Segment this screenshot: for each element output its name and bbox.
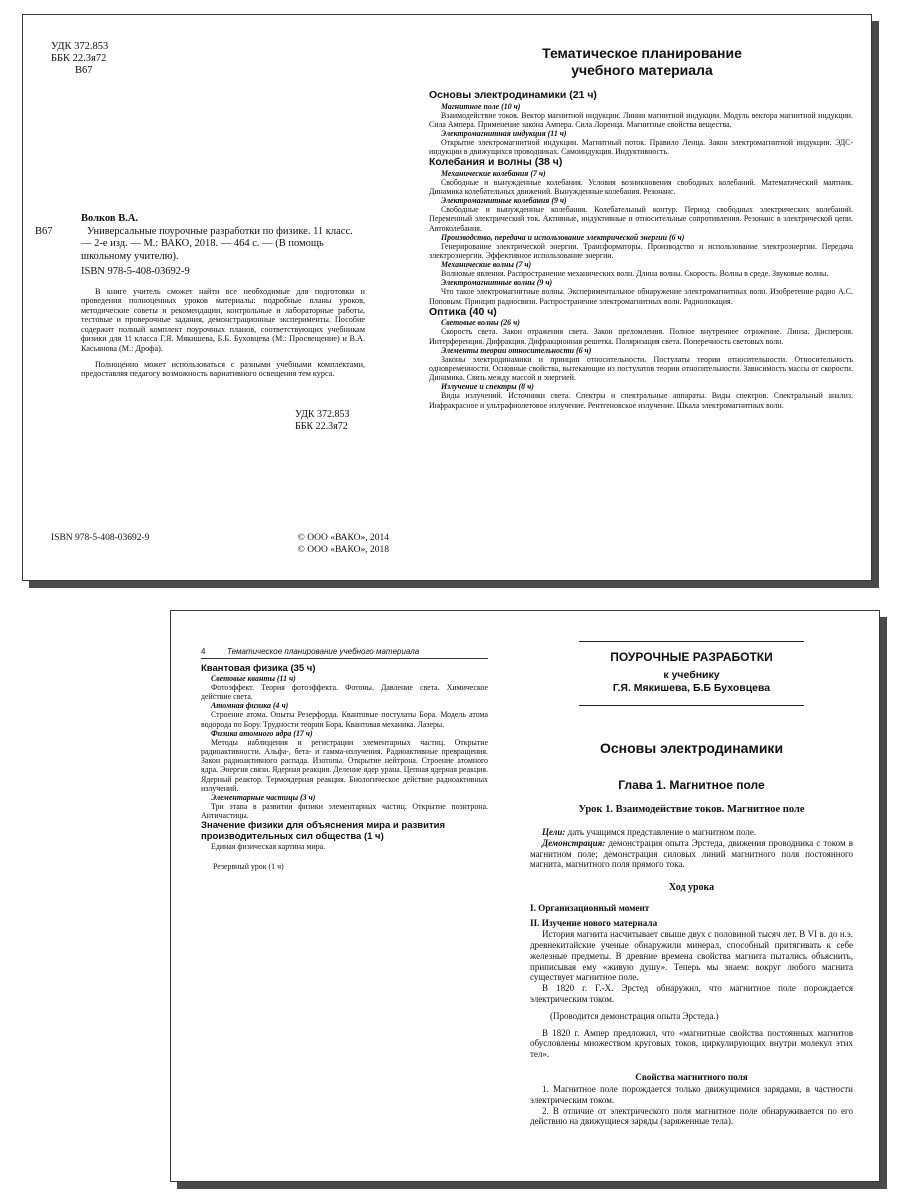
udk-bottom [35,409,365,433]
demo-note: (Проводится демонстрация опыта Эрстеда.) [550,1010,719,1021]
lesson-title: Урок 1. Взаимодействие токов. Магнитное поле [578,804,805,815]
isbn: ISBN 978-5-408-03692-9 [81,266,190,277]
lib-code-line: В67 [75,65,93,76]
demo-label: Демонстрация: [542,837,606,848]
imprint-footer [51,533,389,556]
plan-topic-title: Электромагнитные колебания (9 ч) [441,196,567,206]
plan-topic-description: Генерирование электрической энергии. Трансформаторы. Производство и использование электроэнергии. Передача электроэнергии. Эффективное использование энергии. [429,241,853,261]
stage-title: I. Организационный момент [530,903,650,914]
plan-topic-title: Производство, передача и использование электрической энергии (6 ч) [441,232,685,242]
plan-section-title: Квантовая физика (35 ч) [201,663,316,674]
plan-topic-title: Атомная физика (4 ч) [211,701,289,711]
book-spread-lessons [170,610,880,1182]
book-spread-imprint [22,14,872,581]
plan-section-title: Основы электродинамики (21 ч) [429,89,597,101]
plan-topic-title: Световые волны (26 ч) [441,318,520,328]
plan-topic-description: Скорость света. Закон отражения света. Закон преломления. Полное внутреннее отражение. Линза. Дисперсия. Интерференция. Дифракция. Дифракционная решетка. Поляризация света. Поперечность световых волн. [429,327,853,346]
plan-continued-page [171,611,506,1181]
udk-line: УДК 372.853 [51,41,109,52]
lesson-content [530,641,853,1127]
plan-page [413,15,871,580]
imprint-page [23,15,413,580]
plan-topic-title: Световые кванты (11 ч) [211,674,296,683]
lesson-demonstration [530,838,853,870]
plan-title-line: учебного материала [571,62,713,78]
udk-top [51,41,108,77]
plan-body [413,79,871,410]
author-row [35,213,365,226]
goals-text: дать учащимся представление о магнитном поле. [565,827,757,837]
header-line: Г.Я. Мякишева, Б.Б Буховцева [612,682,771,694]
lib-code: В67 [35,225,53,237]
lesson-goals [530,827,853,838]
plan-topic-description: Виды излучений. Источники света. Спектры и спектральные аппараты. Виды спектров. Спектральный анализ. Инфракрасное и ультрафиолетовое излучение. Рентгеновское излучение. Шкала электромагнитных волн. [429,391,853,410]
plan-topic-title: Электромагнитные волны (9 ч) [441,278,553,288]
annotation-paragraph: Полноценно может использоваться с разными учебными комплектами, предоставляя педагогу возможность вариативного освещения тем курса. [81,359,365,379]
plan-topic-description: Строение атома. Опыты Резерфорда. Квантовые постулаты Бора. Модель атома водорода по Бору. Трудности теории Бора. Квантовая механика. Лазеры. [201,710,488,729]
plan-topic-title: Механические колебания (7 ч) [441,168,546,178]
plan-topic-description: Волновые явления. Распространение механических волн. Длина волны. Скорость. Волны в среде. Звуковые волны. [441,269,829,279]
demo-text: демонстрация опыта Эрстеда, движения проводника с током в магнитном поле; демонстрация силовых линий магнитного поля постоянного магнита, магнитного поля прямого тока. [530,837,853,870]
plan-section-title: Значение физики для объяснения мира и развития производительных сил общества (1 ч) [201,820,446,843]
plan-topic-title: Элементы теории относительности (6 ч) [441,345,592,355]
plan-topic-description: Законы электродинамики и принцип относительности. Постулаты теории относительности. Относительность одновременности. Основные свойства, вытекающие из постулатов теории относительности. Зависимость массы от скорости. Динамика. Связь между массой и энергией. [429,354,853,383]
plan-topic-description: Открытие электромагнитной индукции. Магнитный поток. Правило Ленца. Закон электромагнитной индукции. ЭДС-индукции в движущихся проводниках. Самоиндукция. Индуктивность. [429,137,853,157]
udk-line: УДК 372.853 [295,408,350,420]
lesson-paragraph: История магнита насчитывает свыше двух с половиной тысяч лет. В VI в. до н.э. древнекитайские ученые обнаружили минерал, способный притягивать к себе железные предметы. В древние времена свойства магнита пытались объяснить, приписывая ему «живую душу». Теперь мы знаем: вокруг любого магнита существует магнитное поле. [530,929,853,983]
bbk-line: ББК 22.3я72 [51,53,107,64]
plan-topic-description: Свободные и вынужденные колебания. Условия возникновения свободных колебаний. Математический маятник. Динамика колебательных движений. Вынужденные колебания. Резонанс. [429,177,853,197]
reserve-lesson: Резервный урок (1 ч) [213,861,284,871]
title-row [35,226,365,264]
plan-topic-title: Электромагнитная индукция (11 ч) [441,128,567,138]
plan-topic-title: Механические волны (7 ч) [441,260,532,270]
bibliographic-record [35,213,365,433]
annotation-paragraph: В книге учитель сможет найти все необходимые для подготовки и проведения полноценных уроков материалы: подробные планы уроков, методические советы и рекомендации, контрольные и лабораторные работы, тестовые и проверочные задания, демонстрационные эксперименты. Пособие содержит полный комплект поурочных планов, соответствующих учебникам физики для 11 класса Г.Я. Мякишева, Б.Б. Буховцева (М.: Просвещение) и В.А. Касьянова (М.: Дрофа). [81,286,365,354]
plan-section-title: Колебания и волны (38 ч) [429,156,563,169]
header-line: к учебнику [663,669,720,681]
lesson-paragraph: В 1820 г. Ампер предложил, что «магнитные свойства постоянных магнитов обусловлены множеством круговых токов, циркулирующих внутри молекул этих тел». [530,1027,853,1060]
header-line: ПОУРОЧНЫЕ РАЗРАБОТКИ [610,650,773,664]
running-title: Тематическое планирование учебного материала [227,647,420,656]
lesson-page [506,611,879,1181]
plan-topic-title: Элементарные частицы (3 ч) [211,793,316,803]
goals-label: Цели: [542,827,566,837]
stage-title: II. Изучение нового материала [530,918,658,929]
running-head [201,647,488,659]
lesson-paragraph: В 1820 г. Г.-Х. Эрстед обнаружил, что магнитное поле порождается электрическим током. [530,983,853,1004]
plan-topic-description: Фотоэффект. Теория фотоэффекта. Фотоны. Давление света. Химическое действие света. [201,683,488,702]
section-title: Основы электродинамики [599,740,784,756]
plan-title [413,45,871,79]
plan-section-title: Оптика (40 ч) [429,305,497,318]
plan-topic-description: Методы наблюдения и регистрации элементарных частиц. Открытие радиоактивности. Альфа-, бета- и гамма-излучения. Радиоактивные превращения. Закон радиоактивного распада. Изотопы. Открытие нейтрона. Строение атомного ядра. Энергия связи. Ядерная реакция. Деление ядер урана. Цепная ядерная реакция. Ядерный реактор. Термоядерная реакция. Биологическое действие радиоактивных излучений. [201,737,488,793]
plan-continued-sections [201,663,488,852]
copyright-line: © ООО «ВАКО», 2018 [297,544,389,555]
property-item: 2. В отличие от электрического поля магнитное поле обнаруживается по его действию на движущиеся заряды (заряженные тела). [530,1105,853,1127]
plan-topic-description: Единая физическая картина мира. [211,842,326,852]
plan-topic-description: Свободные и вынужденные колебания. Колебательный контур. Период свободных электрических колебаний. Переменный электрический ток. Активные, индуктивные и относительные сопротивления. Резонанс в электрической цепи. Автоколебания. [429,205,853,233]
bbk-line: ББК 22.3я72 [295,420,348,432]
copyright [298,533,389,556]
lesson-header [579,641,804,706]
book-title: Универсальные поурочные разработки по физике. 11 класс. — 2-е изд. — М.: ВАКО, 2018. — 464 с. — (В помощь школьному учителю). [81,225,353,262]
lesson-course-title: Ход урока [668,882,715,894]
plan-topic-title: Магнитное поле (10 ч) [441,101,521,111]
plan-topic-title: Излучение и спектры (8 ч) [441,382,534,392]
plan-continued-body [201,663,488,871]
plan-topic-description: Что такое электромагнитные волны. Экспериментальное обнаружение электромагнитных волн. Изобретение радио А.С. Поповым. Принцип радиосвязи. Распространение электромагнитных волн. Радиолокация. [429,287,853,306]
footer-isbn: ISBN 978-5-408-03692-9 [51,533,150,543]
author-name: Волков В.А. [81,213,139,224]
property-item: 1. Магнитное поле порождается только движущимися зарядами, в частности электрическим током. [530,1083,853,1105]
annotation [35,287,365,379]
plan-topic-description: Взаимодействие токов. Вектор магнитной индукции. Линии магнитной индукции. Модуль вектора магнитной индукции. Сила Ампера. Применение закона Ампера. Сила Лоренца. Магнитные свойства вещества. [429,110,853,129]
chapter-title: Глава 1. Магнитное поле [618,778,765,792]
copyright-line: © ООО «ВАКО», 2014 [297,533,389,543]
plan-topic-title: Физика атомного ядра (17 ч) [211,728,313,738]
page-number: 4 [201,647,206,656]
plan-topic-description: Три этапа в развитии физики элементарных частиц. Открытие позитрона. Античастицы. [201,802,488,821]
properties-title: Свойства магнитного поля [635,1071,748,1082]
plan-title-line: Тематическое планирование [542,45,742,61]
